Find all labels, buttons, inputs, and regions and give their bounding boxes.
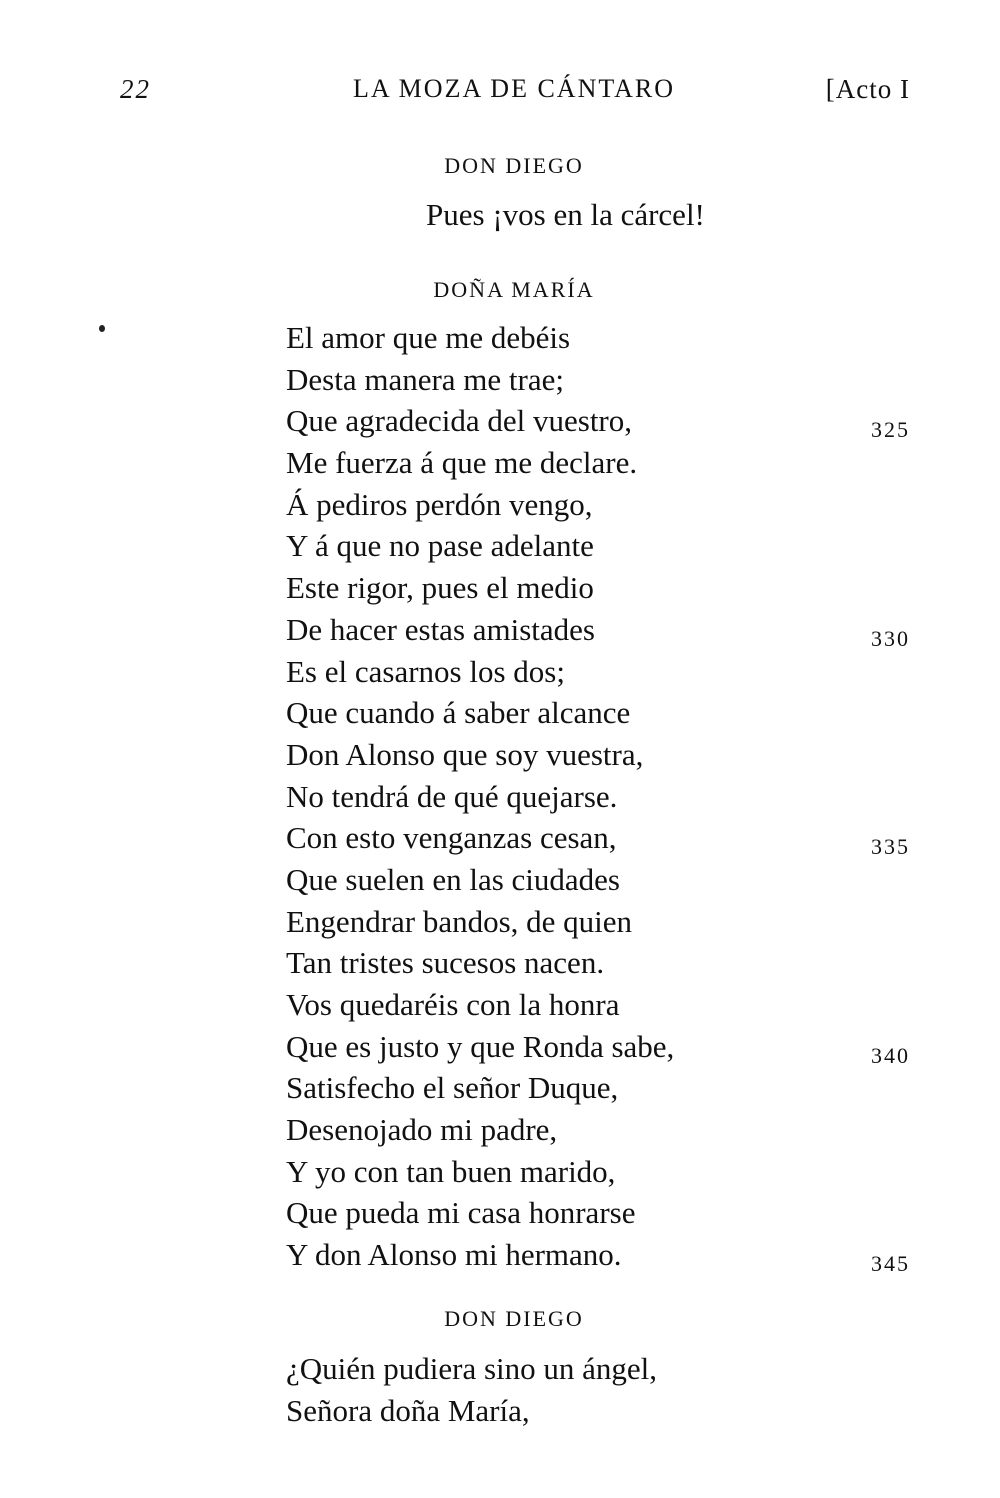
verse-line: El amor que me debéis [286, 320, 571, 355]
verse-line: Tan tristes sucesos nacen. [286, 945, 605, 981]
verse-line: De hacer estas amistades [286, 611, 596, 647]
verse-line: Satisfecho el señor Duque, [286, 1070, 619, 1106]
speaker-dona-maria: DOÑA MARÍA [433, 277, 595, 302]
verse-line: Con esto venganzas cesan, [286, 820, 617, 856]
verse-line: ¿Quién pudiera sino un ángel, [286, 1351, 658, 1386]
verse-line: Desenojado mi padre, [286, 1112, 558, 1148]
verse-block [286, 317, 674, 1276]
verse-line: Este rigor, pues el medio [286, 570, 594, 606]
verse-line: Don Alonso que soy vuestra, [286, 736, 644, 772]
verse-line: Y yo con tan buen marido, [286, 1153, 616, 1189]
line-number: 345 [871, 1251, 910, 1276]
line-number: 325 [871, 417, 910, 442]
verse-line: Que es justo y que Ronda sabe, [286, 1028, 675, 1064]
verse-line: Desta manera me trae; [286, 361, 564, 397]
running-title: LA MOZA DE CÁNTARO [352, 74, 676, 103]
verse-block [286, 1348, 657, 1431]
verse-line: Vos quedaréis con la honra [286, 987, 620, 1022]
verse-line: Pues ¡vos en la cárcel! [426, 197, 705, 232]
verse-line: Que pueda mi casa honrarse [286, 1195, 636, 1231]
verse-line: Á pediros perdón vengo, [286, 486, 593, 522]
verse-line: Y á que no pase adelante [286, 528, 594, 564]
verse-line: Que cuando á saber alcance [286, 695, 631, 731]
line-number: 335 [871, 834, 910, 859]
speaker-don-diego: DON DIEGO [444, 1306, 584, 1331]
line-number: 330 [871, 626, 910, 651]
page-number: 22 [120, 74, 151, 104]
verse-line: Señora doña María, [286, 1392, 530, 1428]
verse-line: Que suelen en las ciudades [286, 861, 620, 897]
verse-line: Es el casarnos los dos; [286, 653, 565, 689]
act-label: [Acto I [825, 74, 910, 104]
verse-line: Que agradecida del vuestro, [286, 403, 633, 439]
ink-speck [99, 325, 105, 332]
verse-line: Y don Alonso mi hermano. [286, 1237, 622, 1273]
verse-line: No tendrá de qué quejarse. [286, 778, 618, 814]
speaker-don-diego: DON DIEGO [444, 153, 584, 178]
verse-line: Engendrar bandos, de quien [286, 903, 633, 939]
verse-line: Me fuerza á que me declare. [286, 445, 638, 481]
line-number: 340 [871, 1043, 910, 1068]
